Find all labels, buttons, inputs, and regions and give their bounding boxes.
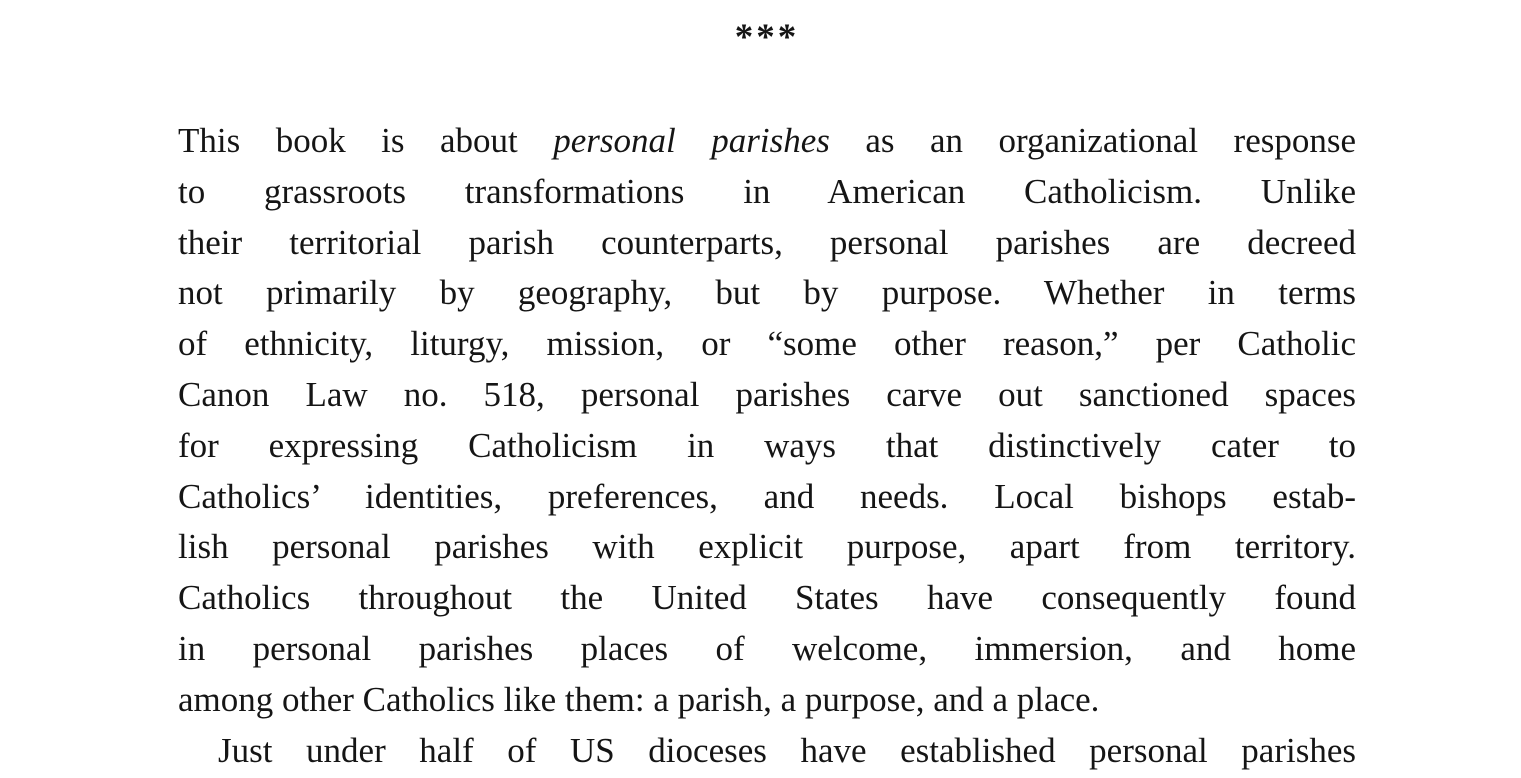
section-break-ornament: *** — [734, 17, 800, 58]
text-segment: This book is about — [178, 121, 554, 160]
text-segment: Canon Law no. 518, personal parishes carve out sanctioned spaces — [178, 374, 1356, 414]
text-line — [178, 472, 1356, 523]
text-segment: to grassroots transformations in American Catholicism. Unlike — [178, 171, 1356, 211]
text-segment: of ethnicity, liturgy, mission, or “some other reason,” per Catholic — [178, 324, 1356, 364]
text-line — [178, 726, 1356, 777]
text-line — [178, 319, 1356, 370]
text-line — [178, 116, 1356, 167]
text-segment: not primarily by geography, but by purpose. Whether in terms — [178, 273, 1356, 313]
text-segment: among other Catholics like them: a parish, a purpose, and a place. — [178, 679, 1100, 719]
text-line — [178, 421, 1356, 472]
text-line — [178, 675, 1356, 726]
text-line — [178, 624, 1356, 675]
text-segment: Just under half of US dioceses have established personal parishes — [218, 730, 1356, 770]
text-line — [178, 370, 1356, 421]
text-line — [178, 522, 1356, 573]
text-line — [178, 573, 1356, 624]
text-line — [178, 218, 1356, 269]
text-segment: Catholics throughout the United States have consequently found — [178, 578, 1356, 618]
text-segment: lish personal parishes with explicit purpose, apart from territory. — [178, 527, 1356, 567]
text-line — [178, 167, 1356, 218]
text-segment: for expressing Catholicism in ways that distinctively cater to — [178, 425, 1356, 465]
body-text — [178, 116, 1356, 776]
text-segment: their territorial parish counterparts, personal parishes are decreed — [178, 222, 1356, 262]
text-line — [178, 268, 1356, 319]
text-segment: Catholics’ identities, preferences, and needs. Local bishops estab- — [178, 476, 1356, 516]
text-segment: in personal parishes places of welcome, immersion, and home — [178, 628, 1356, 668]
paragraph — [178, 726, 1356, 777]
text-segment: as an organizational response — [829, 121, 1357, 160]
paragraph — [178, 116, 1356, 726]
italic-text: personal parishes — [553, 121, 830, 160]
